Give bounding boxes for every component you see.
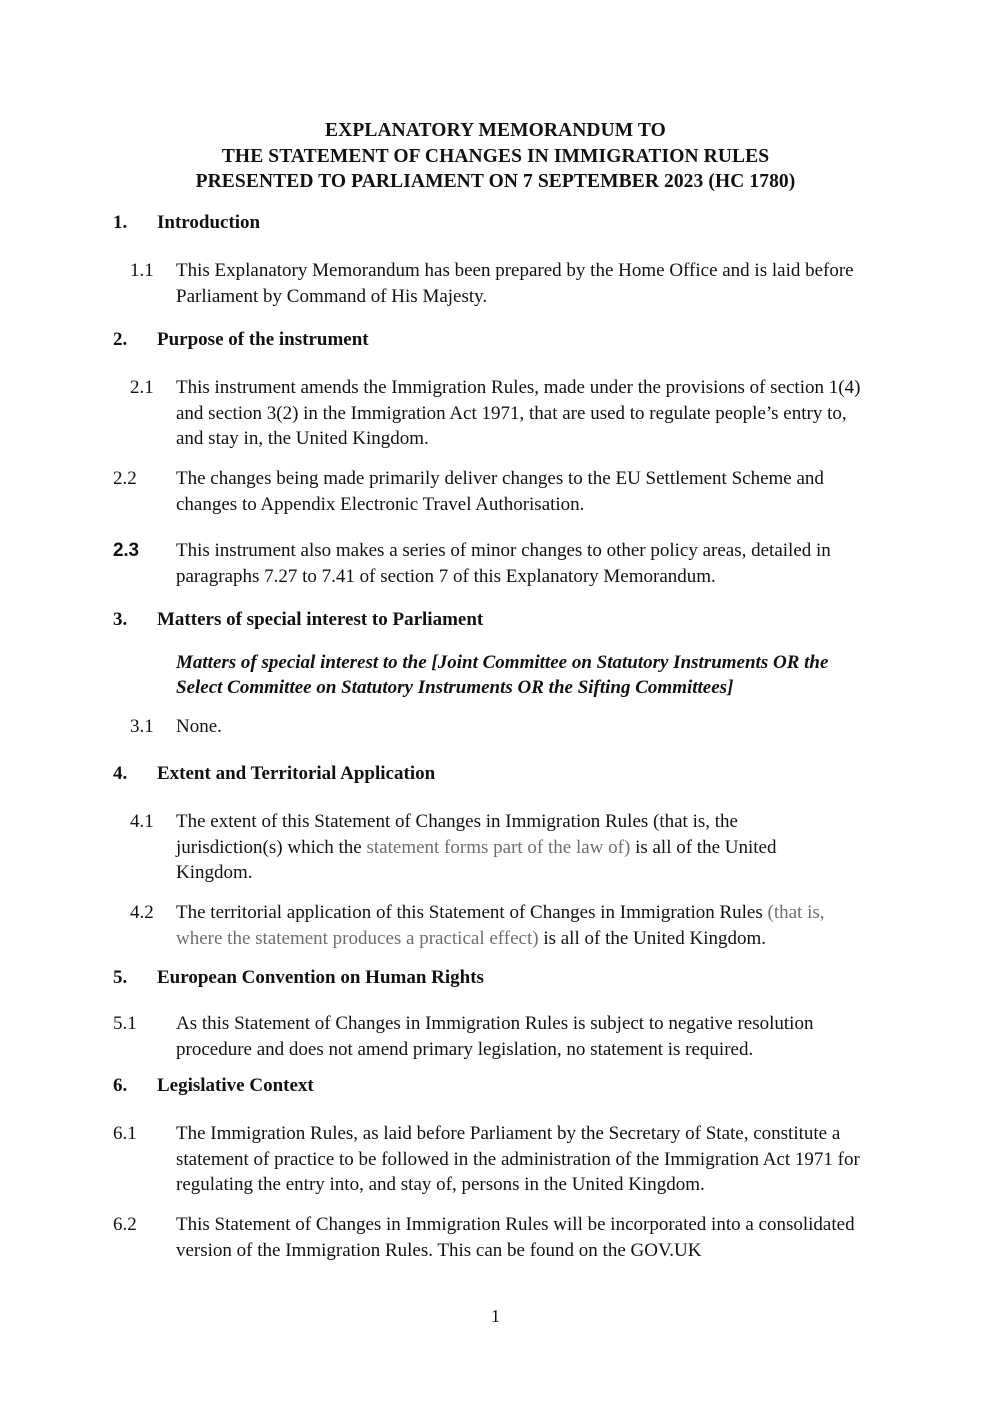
section-number-1: 1.: [113, 212, 128, 233]
paragraph-number-3-1: 3.1: [130, 716, 154, 737]
section-title-6: Legislative Context: [157, 1075, 314, 1096]
paragraph-number-2-1: 2.1: [130, 377, 154, 398]
paragraph-number-4-1: 4.1: [130, 811, 154, 832]
paragraph-text-5-1: As this Statement of Changes in Immigration Rules is subject to negative resolution procedure and does not amend primary legislation, no statement is required.: [176, 1013, 814, 1060]
paragraph-text-6-2: This Statement of Changes in Immigration Rules will be incorporated into a consolidated version of the Immigration Rules. This can be found on the GOV.UK: [176, 1214, 855, 1261]
section-title-2: Purpose of the instrument: [157, 329, 369, 350]
section-title-3: Matters of special interest to Parliament: [157, 609, 484, 630]
document-title: [0, 118, 991, 195]
paragraph-number-2-2: 2.2: [113, 468, 137, 489]
section-number-2: 2.: [113, 329, 128, 350]
section-number-5: 5.: [113, 967, 128, 988]
paragraph-number-4-2: 4.2: [130, 902, 154, 923]
title-line-3: PRESENTED TO PARLIAMENT ON 7 SEPTEMBER 2023 (HC 1780): [195, 171, 796, 192]
paragraph-number-6-1: 6.1: [113, 1123, 137, 1144]
paragraph-number-5-1: 5.1: [113, 1013, 137, 1034]
section-title-4: Extent and Territorial Application: [157, 763, 436, 784]
paragraph-text-2-1: This instrument amends the Immigration Rules, made under the provisions of section 1(4) and section 3(2) in the Immigration Act 1971, that are used to regulate people’s entry to, and stay in, the United Kingdom.: [176, 377, 861, 449]
title-line-2: THE STATEMENT OF CHANGES IN IMMIGRATION RULES: [221, 145, 770, 167]
paragraph-6-2: [113, 1212, 858, 1263]
section-3-subheading: Matters of special interest to the [Joint Committee on Statutory Instruments OR the Select Committee on Statutory Instruments OR the Sifting Committees]: [176, 652, 829, 698]
page-number: 1: [491, 1306, 500, 1326]
paragraph-text-3-1: None.: [176, 716, 222, 737]
paragraph-2-3: [113, 538, 870, 589]
paragraph-text-2-3: This instrument also makes a series of minor changes to other policy areas, detailed in paragraphs 7.27 to 7.41 of section 7 of this Explanatory Memorandum.: [176, 540, 831, 587]
paragraph-text-1-1: This Explanatory Memorandum has been prepared by the Home Office and is laid before Parliament by Command of His Majesty.: [176, 260, 854, 307]
paragraph-3-1: [130, 714, 868, 740]
paragraph-number-1-1: 1.1: [130, 260, 154, 281]
paragraph-4-1: [130, 809, 830, 886]
title-line-1: EXPLANATORY MEMORANDUM TO: [325, 120, 666, 141]
paragraph-text-6-1: The Immigration Rules, as laid before Parliament by the Secretary of State, constitute a statement of practice to be followed in the administration of the Immigration Act 1971 for regulating the entry into, and stay of, persons in the United Kingdom.: [176, 1123, 860, 1195]
section-title-5: European Convention on Human Rights: [157, 967, 484, 988]
paragraph-2-1: [130, 375, 870, 452]
paragraph-text-4-1-dim: statement forms part of the law of): [366, 836, 631, 858]
paragraph-2-2: [113, 466, 870, 517]
paragraph-text-4-2-part1: The territorial application of this Statement of Changes in Immigration Rules: [176, 902, 768, 923]
paragraph-number-2-3: 2.3: [113, 540, 139, 561]
paragraph-text-4-2-dim: (that is, where the statement produces a practical effect): [176, 902, 825, 949]
paragraph-text-4-1-part2: is all of the United Kingdom.: [176, 836, 777, 883]
section-number-3: 3.: [113, 609, 128, 630]
paragraph-5-1: [113, 1011, 870, 1062]
paragraph-6-1: [113, 1121, 870, 1198]
section-number-4: 4.: [113, 763, 128, 784]
paragraph-text-4-1-part1: The extent of this Statement of Changes in Immigration Rules (that is, the jurisdiction(s) which the: [176, 811, 738, 858]
paragraph-4-2: [130, 900, 870, 951]
paragraph-text-4-2-part2: is all of the United Kingdom.: [538, 927, 767, 949]
section-number-6: 6.: [113, 1075, 128, 1096]
paragraph-text-2-2: The changes being made primarily deliver changes to the EU Settlement Scheme and changes to Appendix Electronic Travel Authorisation.: [176, 468, 824, 515]
paragraph-number-6-2: 6.2: [113, 1214, 137, 1235]
section-title-1: Introduction: [157, 212, 261, 233]
paragraph-1-1: [130, 258, 868, 309]
